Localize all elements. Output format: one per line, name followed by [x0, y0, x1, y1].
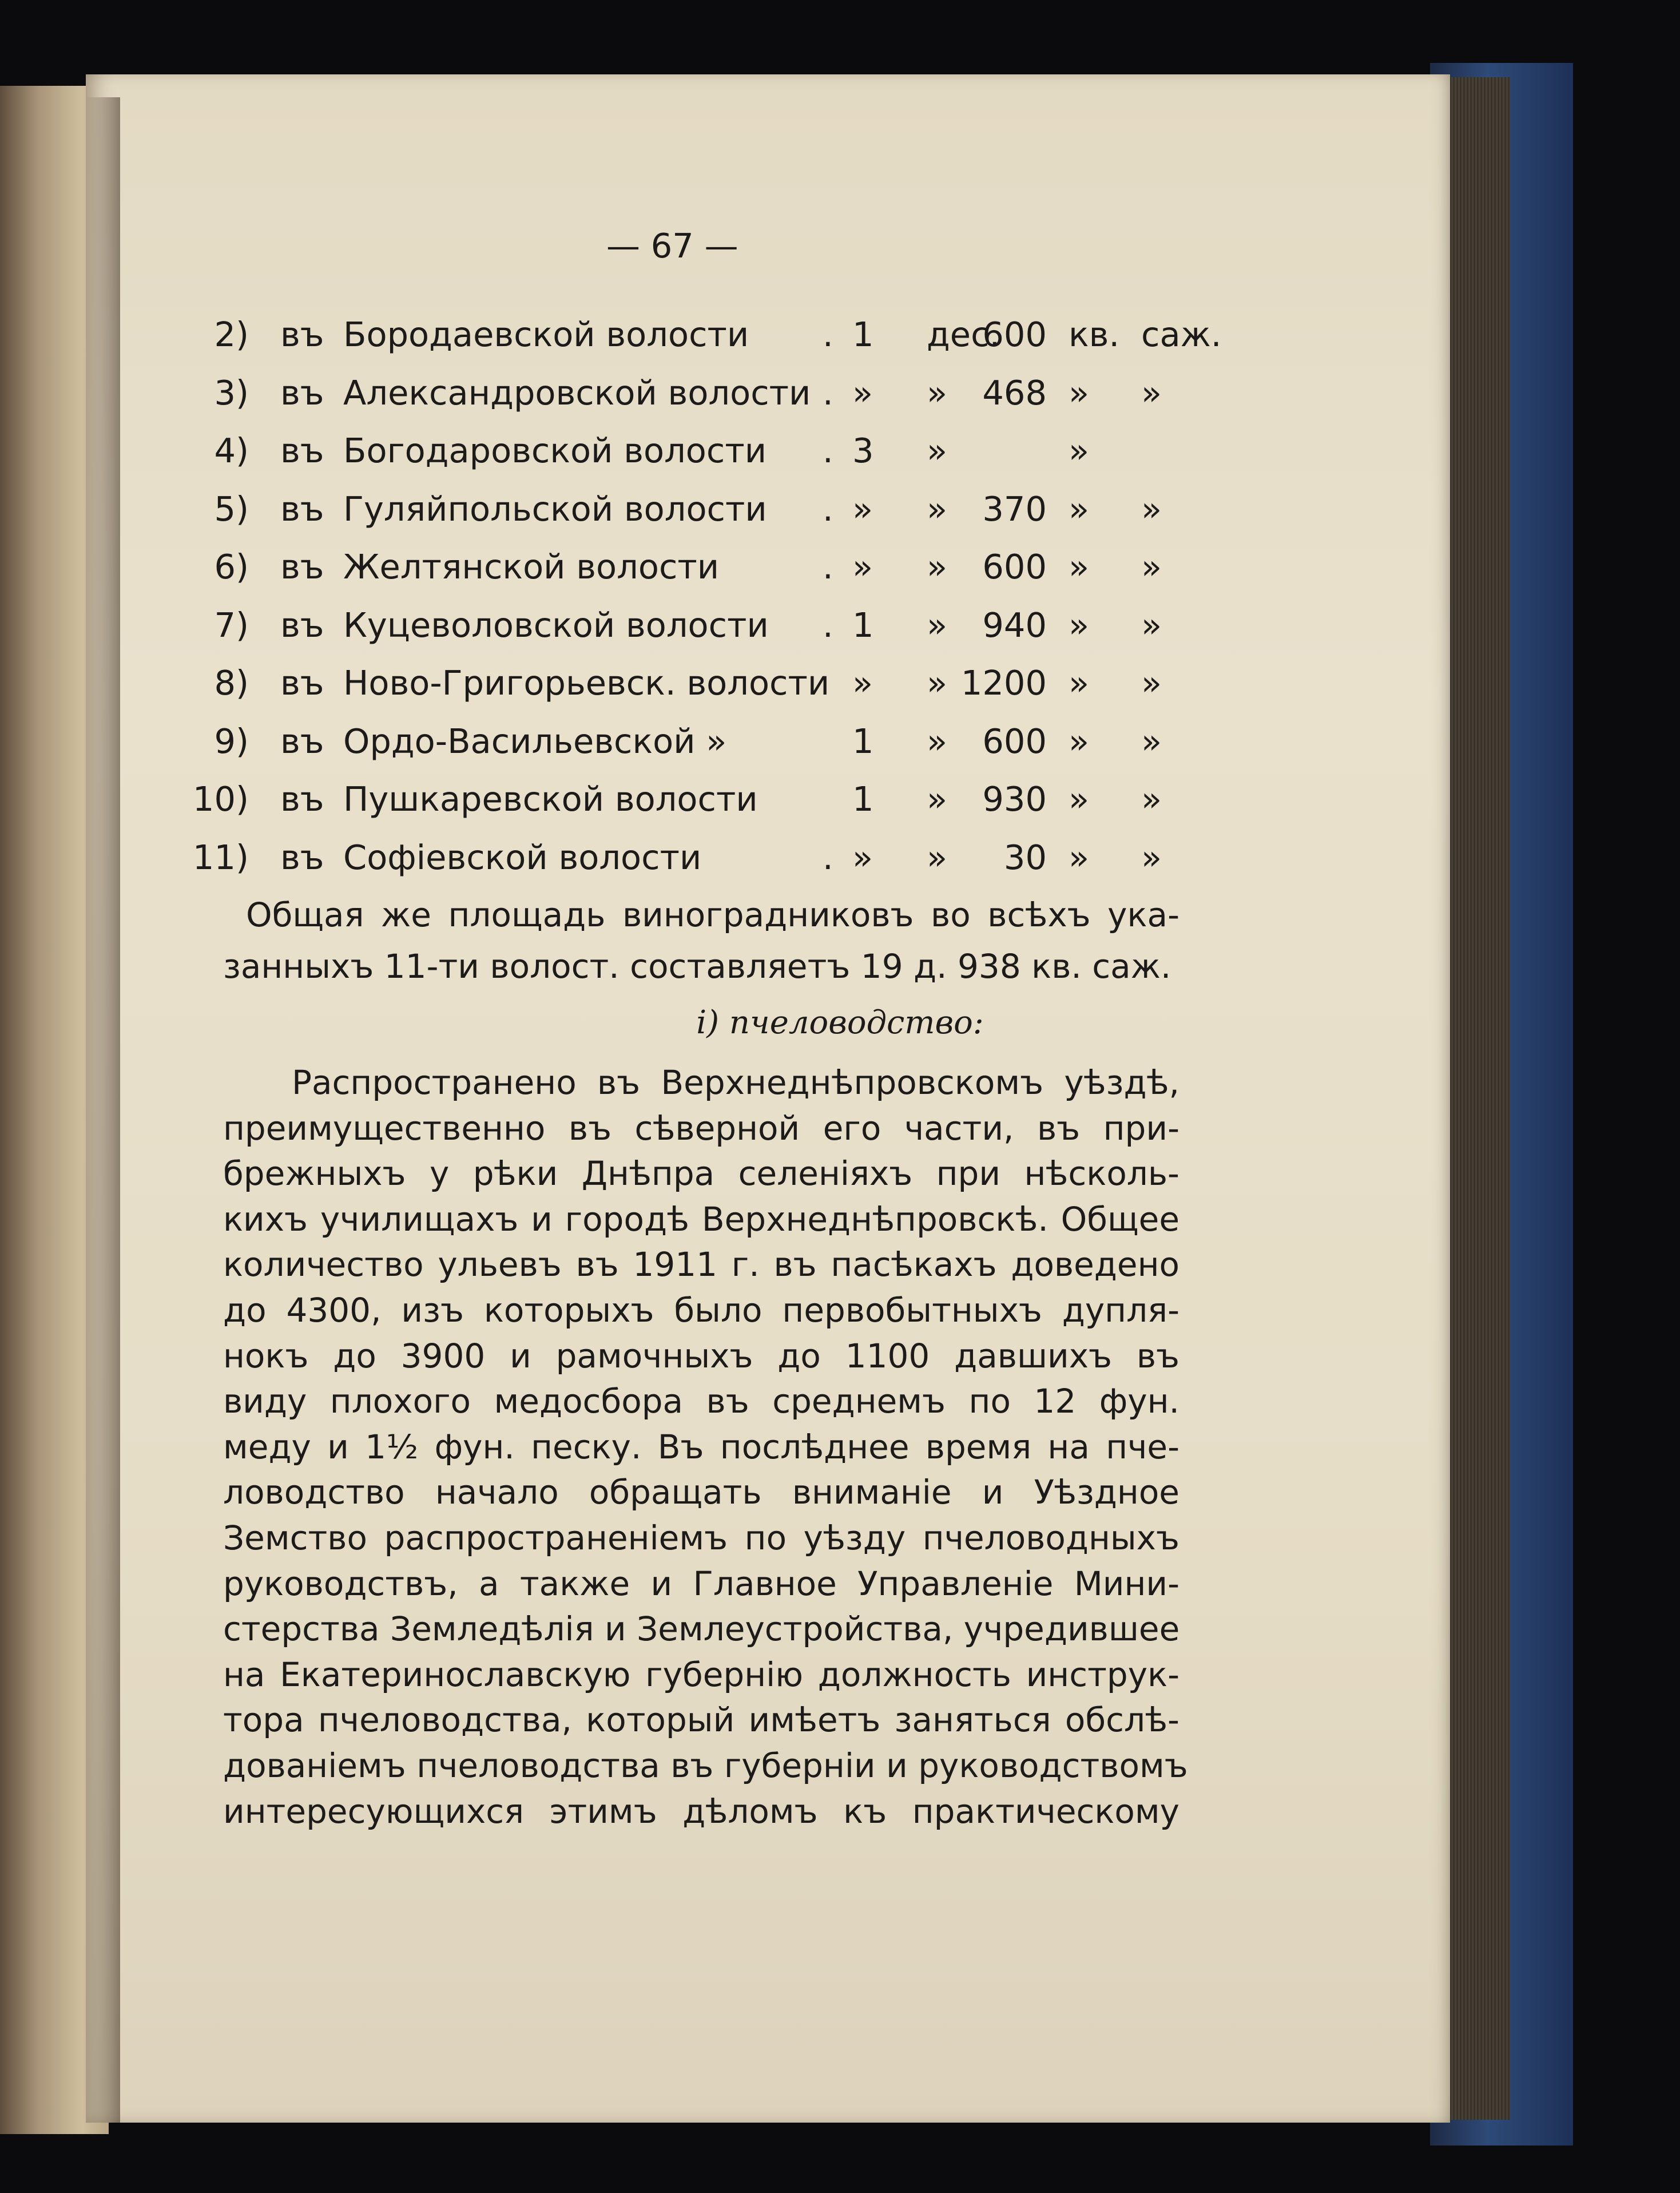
sazhen-unit-b: » — [1141, 605, 1162, 645]
text-line: стерства Земледѣлія и Землеустройства, учредившее — [223, 1609, 1180, 1649]
sazhen-unit-b: » — [1141, 837, 1162, 877]
desyatina-value: 3 — [852, 431, 874, 470]
item-number: 10) — [192, 779, 249, 819]
text-line: ловодство начало обращать вниманіе и Уѣздное — [223, 1473, 1179, 1512]
desyatina-unit: » — [927, 547, 948, 586]
item-prefix: въ — [280, 779, 324, 819]
desyatina-unit: » — [927, 663, 948, 703]
text-line: Земство распространеніемъ по уѣзду пчеловодныхъ — [223, 1518, 1179, 1557]
sazhen-value: 600 — [982, 547, 1047, 586]
desyatina-unit: » — [927, 372, 948, 413]
sazhen-value: 468 — [982, 372, 1047, 413]
item-number: 7) — [214, 605, 249, 645]
desyatina-value: » — [852, 663, 873, 703]
sazhen-unit-a: » — [1069, 779, 1090, 819]
text-line: дованіемъ пчеловодства въ губерніи и руководствомъ — [223, 1746, 1188, 1785]
desyatina-unit: » — [927, 837, 948, 877]
sazhen-unit-a: » — [1069, 547, 1090, 586]
desyatina-value: » — [852, 489, 873, 529]
item-prefix: въ — [280, 721, 324, 761]
sazhen-unit-b: » — [1141, 779, 1162, 819]
leader-dot: . — [823, 547, 833, 586]
desyatina-value: 1 — [852, 315, 874, 354]
section-heading: і) пчеловодство: — [696, 1004, 984, 1041]
text-line: на Екатеринославскую губернію должность инструк- — [223, 1655, 1179, 1694]
volost-name: Ново-Григорьевск. волости — [343, 663, 830, 703]
item-prefix: въ — [280, 605, 324, 645]
leader-dot: . — [823, 315, 833, 354]
sazhen-unit-b: » — [1141, 372, 1162, 413]
desyatina-unit: » — [927, 489, 948, 529]
sazhen-value: 30 — [1003, 837, 1047, 877]
sazhen-unit-a: » — [1069, 837, 1090, 877]
desyatina-value: 1 — [852, 605, 874, 645]
leader-dot: . — [823, 605, 833, 645]
volost-name: Желтянской волости — [343, 547, 720, 586]
desyatina-value: » — [852, 372, 873, 413]
item-prefix: въ — [280, 547, 324, 586]
text-line: интересующихся этимъ дѣломъ къ практическому — [223, 1791, 1179, 1831]
gutter-shadow — [86, 97, 120, 2123]
volost-name: Ордо-Васильевской » — [343, 721, 727, 761]
text-line: количество ульевъ въ 1911 г. въ пасѣкахъ доведено — [223, 1245, 1179, 1284]
text-line: кихъ училищахъ и городѣ Верхнеднѣпровскѣ. Общее — [223, 1199, 1179, 1239]
leader-dot: . — [823, 837, 833, 877]
sazhen-value: 370 — [982, 489, 1047, 529]
text-line: Распространено въ Верхнеднѣпровскомъ уѣздѣ, — [292, 1063, 1179, 1102]
item-prefix: въ — [280, 663, 324, 703]
sazhen-unit-a: » — [1069, 721, 1090, 761]
sazhen-unit-b: » — [1141, 547, 1162, 586]
item-prefix: въ — [280, 431, 324, 470]
desyatina-value: » — [852, 837, 873, 877]
volost-name: Гуляйпольской волости — [343, 489, 767, 529]
volost-name: Куцеволовской волости — [343, 605, 769, 645]
sazhen-unit-a: » — [1069, 431, 1090, 470]
desyatina-unit: дес. — [927, 315, 1000, 354]
desyatina-unit: » — [927, 605, 948, 645]
sazhen-unit-b: » — [1141, 663, 1162, 703]
volost-name: Богодаровской волости — [343, 431, 767, 470]
item-number: 11) — [192, 837, 249, 877]
item-prefix: въ — [280, 837, 324, 877]
sazhen-value: 600 — [982, 721, 1047, 761]
desyatina-value: 1 — [852, 779, 874, 819]
sazhen-unit-a: » — [1069, 663, 1090, 703]
leader-dot: . — [823, 372, 833, 413]
desyatina-unit: » — [927, 431, 948, 470]
sazhen-unit-a: » — [1069, 372, 1090, 413]
desyatina-unit: » — [927, 721, 948, 761]
volost-name: Пушкаревской волости — [343, 779, 758, 819]
desyatina-unit: » — [927, 779, 948, 819]
item-prefix: въ — [280, 372, 324, 413]
text-line: занныхъ 11-ти волост. составляетъ 19 д. 938 кв. саж. — [223, 947, 1171, 986]
sazhen-unit-b: саж. — [1141, 315, 1222, 354]
text-line: брежныхъ у рѣки Днѣпра селеніяхъ при нѣсколь- — [223, 1154, 1179, 1193]
volost-name: Софіевской волости — [343, 837, 702, 877]
sazhen-unit-a: » — [1069, 489, 1090, 529]
sazhen-value: 940 — [982, 605, 1047, 645]
sazhen-value: 930 — [982, 779, 1047, 819]
text-line: преимущественно въ сѣверной его части, въ при- — [223, 1108, 1179, 1148]
sazhen-unit-a: кв. — [1069, 315, 1120, 354]
text-line: до 4300, изъ которыхъ было первобытныхъ дупля- — [223, 1291, 1179, 1330]
text-line: виду плохого медосбора въ среднемъ по 12 фун. — [223, 1382, 1179, 1421]
item-number: 5) — [214, 489, 249, 529]
item-prefix: въ — [280, 489, 324, 529]
text-line: руководствъ, а также и Главное Управленіе Мини- — [223, 1564, 1179, 1603]
page-number: — 67 — — [606, 226, 738, 265]
text-line: тора пчеловодства, который имѣетъ заняться обслѣ- — [223, 1700, 1179, 1740]
item-number: 3) — [214, 372, 249, 413]
sazhen-unit-a: » — [1069, 605, 1090, 645]
sazhen-unit-b: » — [1141, 489, 1162, 529]
item-prefix: въ — [280, 315, 324, 354]
page-stack-edge — [1447, 77, 1510, 2120]
desyatina-value: 1 — [852, 721, 874, 761]
text-line: меду и 1½ фун. песку. Въ послѣднее время на пче- — [223, 1427, 1179, 1466]
volost-name: Бородаевской волости — [343, 315, 749, 354]
item-number: 6) — [214, 547, 249, 586]
item-number: 9) — [214, 721, 249, 761]
item-number: 4) — [214, 431, 249, 470]
sazhen-unit-b: » — [1141, 721, 1162, 761]
volost-name: Александровской волости — [343, 372, 811, 413]
leader-dot: . — [823, 489, 833, 529]
item-number: 2) — [214, 315, 249, 354]
desyatina-value: » — [852, 547, 873, 586]
sazhen-value: 600 — [982, 315, 1047, 354]
sazhen-value: 1200 — [960, 663, 1047, 703]
leader-dot: . — [823, 431, 833, 470]
item-number: 8) — [214, 663, 249, 703]
text-line: нокъ до 3900 и рамочныхъ до 1100 давшихъ въ — [223, 1336, 1179, 1375]
text-line: Общая же площадь виноградниковъ во всѣхъ ука- — [246, 895, 1179, 934]
